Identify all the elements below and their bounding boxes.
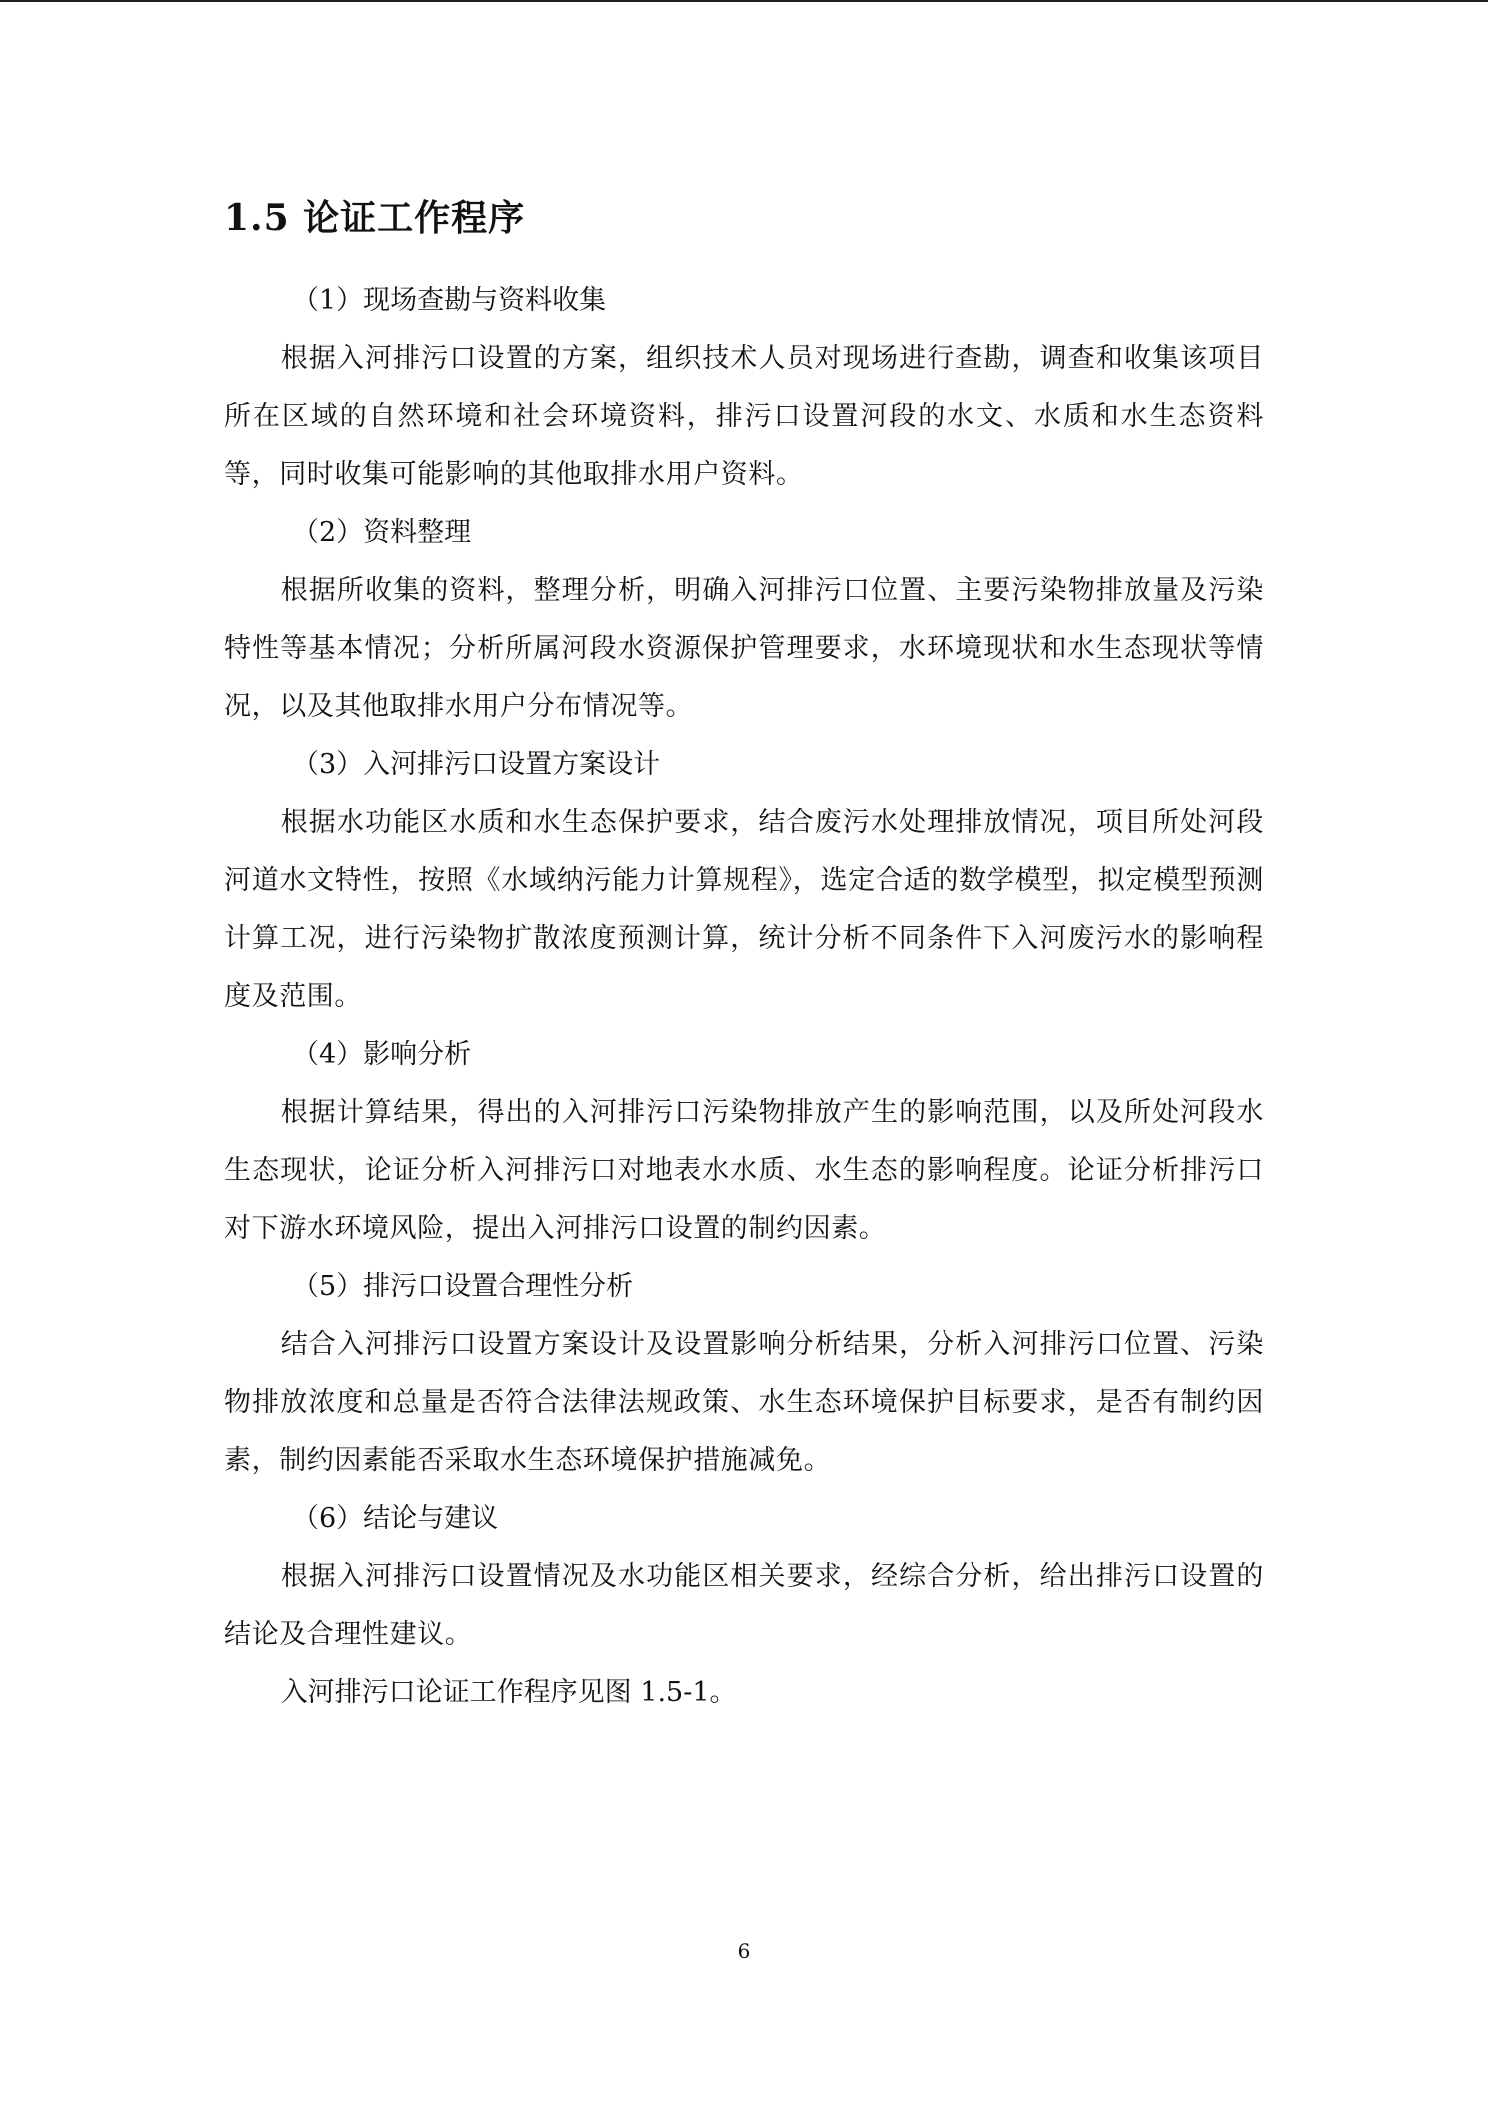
step-3-heading: （3）入河排污口设置方案设计 (292, 749, 661, 780)
page-number: 6 (737, 1939, 751, 1963)
step-4-heading: （4）影响分析 (292, 1039, 472, 1070)
step-2-heading: （2）资料整理 (292, 517, 472, 548)
step-4-paragraph: 根据计算结果，得出的入河排污口污染物排放产生的影响范围，以及所处河段水生态现状，论证分析入河排污口对地表水水质、水生态的影响程度。论证分析排污口对下游水环境风险，提出入河排污口设置的制约因素。 (224, 1097, 1264, 1244)
step-6-paragraph: 根据入河排污口设置情况及水功能区相关要求，经综合分析，给出排污口设置的结论及合理性建议。 (224, 1561, 1264, 1650)
figure-reference: 入河排污口论证工作程序见图 1.5-1。 (280, 1677, 737, 1708)
step-1-heading: （1）现场查勘与资料收集 (292, 285, 607, 316)
step-5-heading: （5）排污口设置合理性分析 (292, 1271, 634, 1302)
page-top-border (0, 0, 1488, 2)
step-1-paragraph: 根据入河排污口设置的方案，组织技术人员对现场进行查勘，调查和收集该项目所在区域的自然环境和社会环境资料，排污口设置河段的水文、水质和水生态资料等，同时收集可能影响的其他取排水用户资料。 (224, 343, 1264, 490)
step-2-paragraph: 根据所收集的资料，整理分析，明确入河排污口位置、主要污染物排放量及污染特性等基本情况；分析所属河段水资源保护管理要求，水环境现状和水生态现状等情况，以及其他取排水用户分布情况等。 (224, 575, 1264, 722)
document-page (224, 186, 1264, 1722)
step-6-heading: （6）结论与建议 (292, 1503, 499, 1534)
section-title: 1.5 论证工作程序 (224, 197, 526, 239)
step-5-paragraph: 结合入河排污口设置方案设计及设置影响分析结果，分析入河排污口位置、污染物排放浓度和总量是否符合法律法规政策、水生态环境保护目标要求，是否有制约因素，制约因素能否采取水生态环境保护措施减免。 (224, 1329, 1264, 1476)
step-3-paragraph: 根据水功能区水质和水生态保护要求，结合废污水处理排放情况，项目所处河段河道水文特性，按照《水域纳污能力计算规程》，选定合适的数学模型，拟定模型预测计算工况，进行污染物扩散浓度预测计算，统计分析不同条件下入河废污水的影响程度及范围。 (224, 807, 1264, 1012)
